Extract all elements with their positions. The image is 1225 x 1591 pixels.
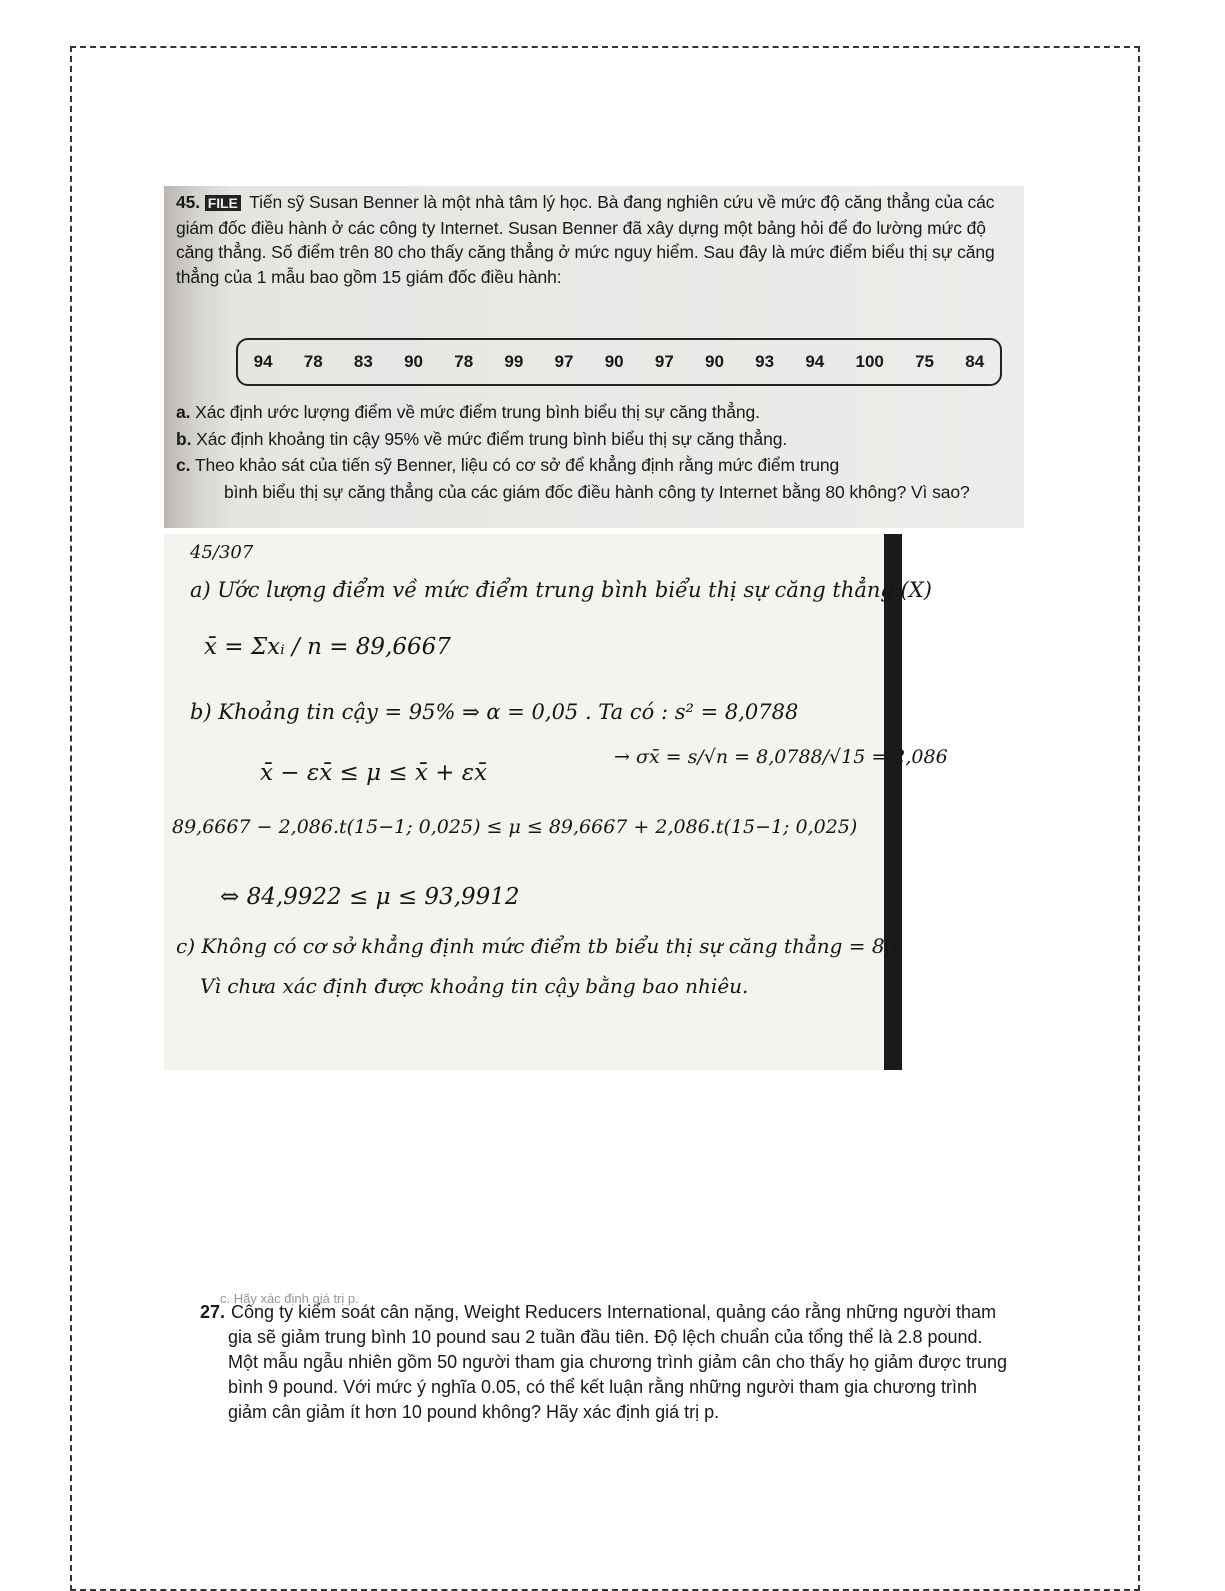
score: 75 (915, 352, 935, 371)
question-b: b. Xác định khoảng tin cậy 95% về mức điểm trung bình biểu thị sự căng thẳng. (176, 428, 788, 449)
solution-b-sigma: → σx̄ = s/√n = 8,0788/√15 = 2,086 (614, 746, 948, 768)
question-a: a. Xác định ước lượng điểm về mức điểm trung bình biểu thị sự căng thẳng. (176, 402, 760, 422)
score: 90 (604, 352, 624, 371)
problem-27-text: Công ty kiểm soát cân nặng, Weight Reducers International, quảng cáo rằng những người tham gia sẽ giảm trung bình 10 pound sau 2 tuần đầu tiên. Độ lệch chuẩn của tổng thể là 2.8 pound. Một mẫu ngẫu nhiên gồm 50 người tham gia chương trình giảm cân cho thấy họ giảm được trung bình 9 pound. Với mức ý nghĩa 0.05, có thể kết luận rằng những người tham gia chương trình giảm cân giảm ít hơn 10 pound không? Hãy xác định giá trị p. (228, 1302, 1007, 1422)
question-c-continued: bình biểu thị sự căng thẳng của các giám đốc điều hành công ty Internet bằng 80 không? Vì sao? (224, 481, 970, 502)
score: 83 (353, 352, 373, 371)
score: 90 (404, 352, 423, 371)
solution-b-interval: x̄ − εx̄ ≤ μ ≤ x̄ + εx̄ (260, 760, 488, 786)
score: 97 (554, 352, 574, 371)
solution-b-line: b) Khoảng tin cậy = 95% ⇒ α = 0,05 . Ta có : s² = 8,0788 (190, 700, 799, 724)
solution-b-numeric: 89,6667 − 2,086.t(15−1; 0,025) ≤ μ ≤ 89,6667 + 2,086.t(15−1; 0,025) (172, 816, 858, 838)
question-c: c. Theo khảo sát của tiến sỹ Benner, liệu có cơ sở để khẳng định rằng mức điểm trung (176, 455, 840, 475)
solution-a-line: a) Ước lượng điểm về mức điểm trung bình biểu thị sự căng thẳng (X) (190, 578, 932, 602)
score: 78 (454, 352, 474, 371)
problem-45-intro (176, 190, 1018, 289)
score: 90 (705, 352, 724, 371)
solution-b-result: ⇔ 84,9922 ≤ μ ≤ 93,9912 (220, 884, 520, 910)
problem-27 (200, 1291, 1015, 1425)
solution-ref: 45/307 (190, 542, 254, 563)
score: 93 (755, 352, 775, 371)
solution-c-line: c) Không có cơ sở khẳng định mức điểm tb biểu thị sự căng thẳng = 80 (176, 934, 898, 958)
problem-27-body (200, 1300, 1015, 1425)
solution-a-formula: x̄ = Σxᵢ / n = 89,6667 (204, 634, 451, 660)
score: 78 (303, 352, 323, 371)
score: 94 (253, 352, 273, 371)
cut-off-line: c. Hãy xác định giá trị p. (220, 1291, 359, 1306)
file-badge: FILE (205, 195, 241, 211)
solution-c-reason: Vì chưa xác định được khoảng tin cậy bằng bao nhiêu. (200, 974, 749, 998)
problem-45-questions (176, 400, 1018, 506)
handwritten-solution (164, 534, 948, 1070)
score: 99 (504, 352, 524, 371)
score: 94 (805, 352, 825, 371)
problem-27-number: 27. (200, 1302, 226, 1322)
score: 84 (965, 352, 985, 371)
score: 100 (855, 352, 884, 371)
score: 97 (654, 352, 674, 371)
problem-45-scan (164, 186, 1024, 528)
problem-45-intro-text: Tiến sỹ Susan Benner là một nhà tâm lý học. Bà đang nghiên cứu về mức độ căng thẳng của các giám đốc điều hành ở các công ty Internet. Susan Benner đã xây dựng một bảng hỏi để đo lường mức độ căng thẳng. Số điểm trên 80 cho thấy căng thẳng ở mức nguy hiểm. Sau đây là mức điểm biểu thị sự căng thẳng của 1 mẫu bao gồm 15 giám đốc điều hành: (176, 192, 995, 287)
scores-box (236, 338, 1002, 386)
problem-45-number: 45. (176, 192, 201, 212)
